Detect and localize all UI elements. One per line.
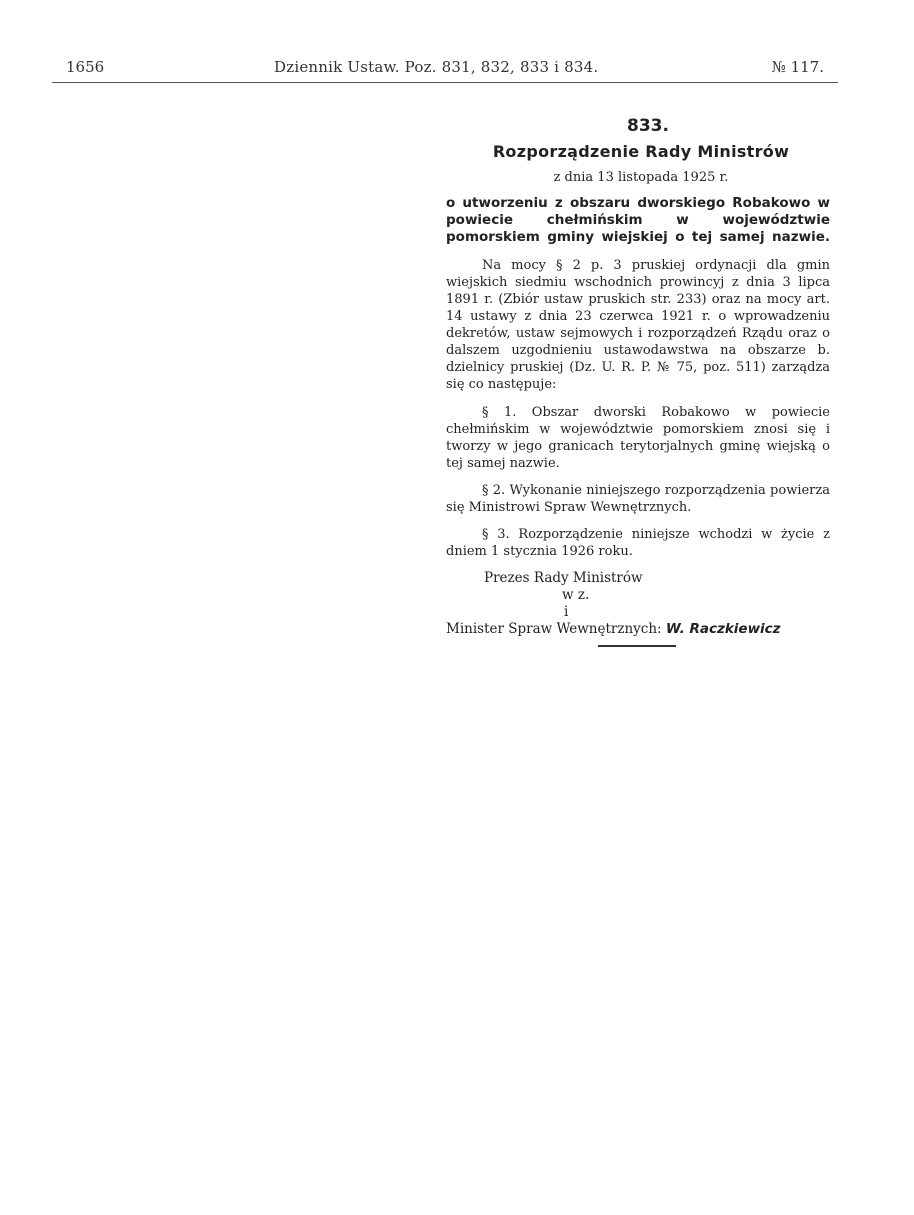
act-date: z dnia 13 listopada 1925 r. <box>553 170 729 185</box>
section-3: § 3. Rozporządzenie niniejsze wchodzi w życie z dniem 1 stycznia 1926 roku. <box>446 527 830 559</box>
signature-line-2: w z. <box>562 587 590 603</box>
header-divider <box>52 82 838 83</box>
act-subject: o utworzeniu z obszaru dworskiego Robakowo w powiecie chełmińskim w województwie pomorskiem gminy wiejskiej o tej samej nazwie. <box>446 195 830 245</box>
act-number: 833. <box>627 116 669 136</box>
signatory-name: W. Raczkiewicz <box>665 621 781 637</box>
signature-block <box>446 570 830 638</box>
page-header <box>58 58 836 80</box>
signature-line-4 <box>446 621 830 638</box>
journal-title: Dziennik Ustaw. Poz. 831, 832, 833 i 834. <box>274 58 599 76</box>
section-1: § 1. Obszar dworski Robakowo w powiecie chełmińskim w województwie pomorskiem znosi się i tworzy w jego granicach terytorjalnych gminę wiejską o tej samej nazwie. <box>446 405 830 471</box>
signature-line-3: i <box>564 604 569 620</box>
page-number: 1656 <box>66 58 105 76</box>
signatory-role: Minister Spraw Wewnętrznych: <box>446 621 662 637</box>
end-divider <box>598 645 676 647</box>
act-column <box>446 118 830 638</box>
act-preamble: Na mocy § 2 p. 3 pruskiej ordynacji dla gmin wiejskich siedmiu wschodnich prowincyj z dnia 3 lipca 1891 r. (Zbiór ustaw pruskich str. 233) oraz na mocy art. 14 ustawy z dnia 23 czerwca 1921 r. o wprowadzeniu dekretów, ustaw sejmowych i rozporządzeń Rządu oraz o dalszem uzgodnieniu ustawodawstwa na obszarze b. dzielnicy pruskiej (Dz. U. R. P. № 75, poz. 511) zarządza się co następuje: <box>446 258 830 392</box>
act-title: Rozporządzenie Rady Ministrów <box>492 142 790 161</box>
signature-line-1: Prezes Rady Ministrów <box>484 570 643 586</box>
issue-number: № 117. <box>771 58 824 76</box>
section-2: § 2. Wykonanie niniejszego rozporządzenia powierza się Ministrowi Spraw Wewnętrznych. <box>446 483 830 515</box>
